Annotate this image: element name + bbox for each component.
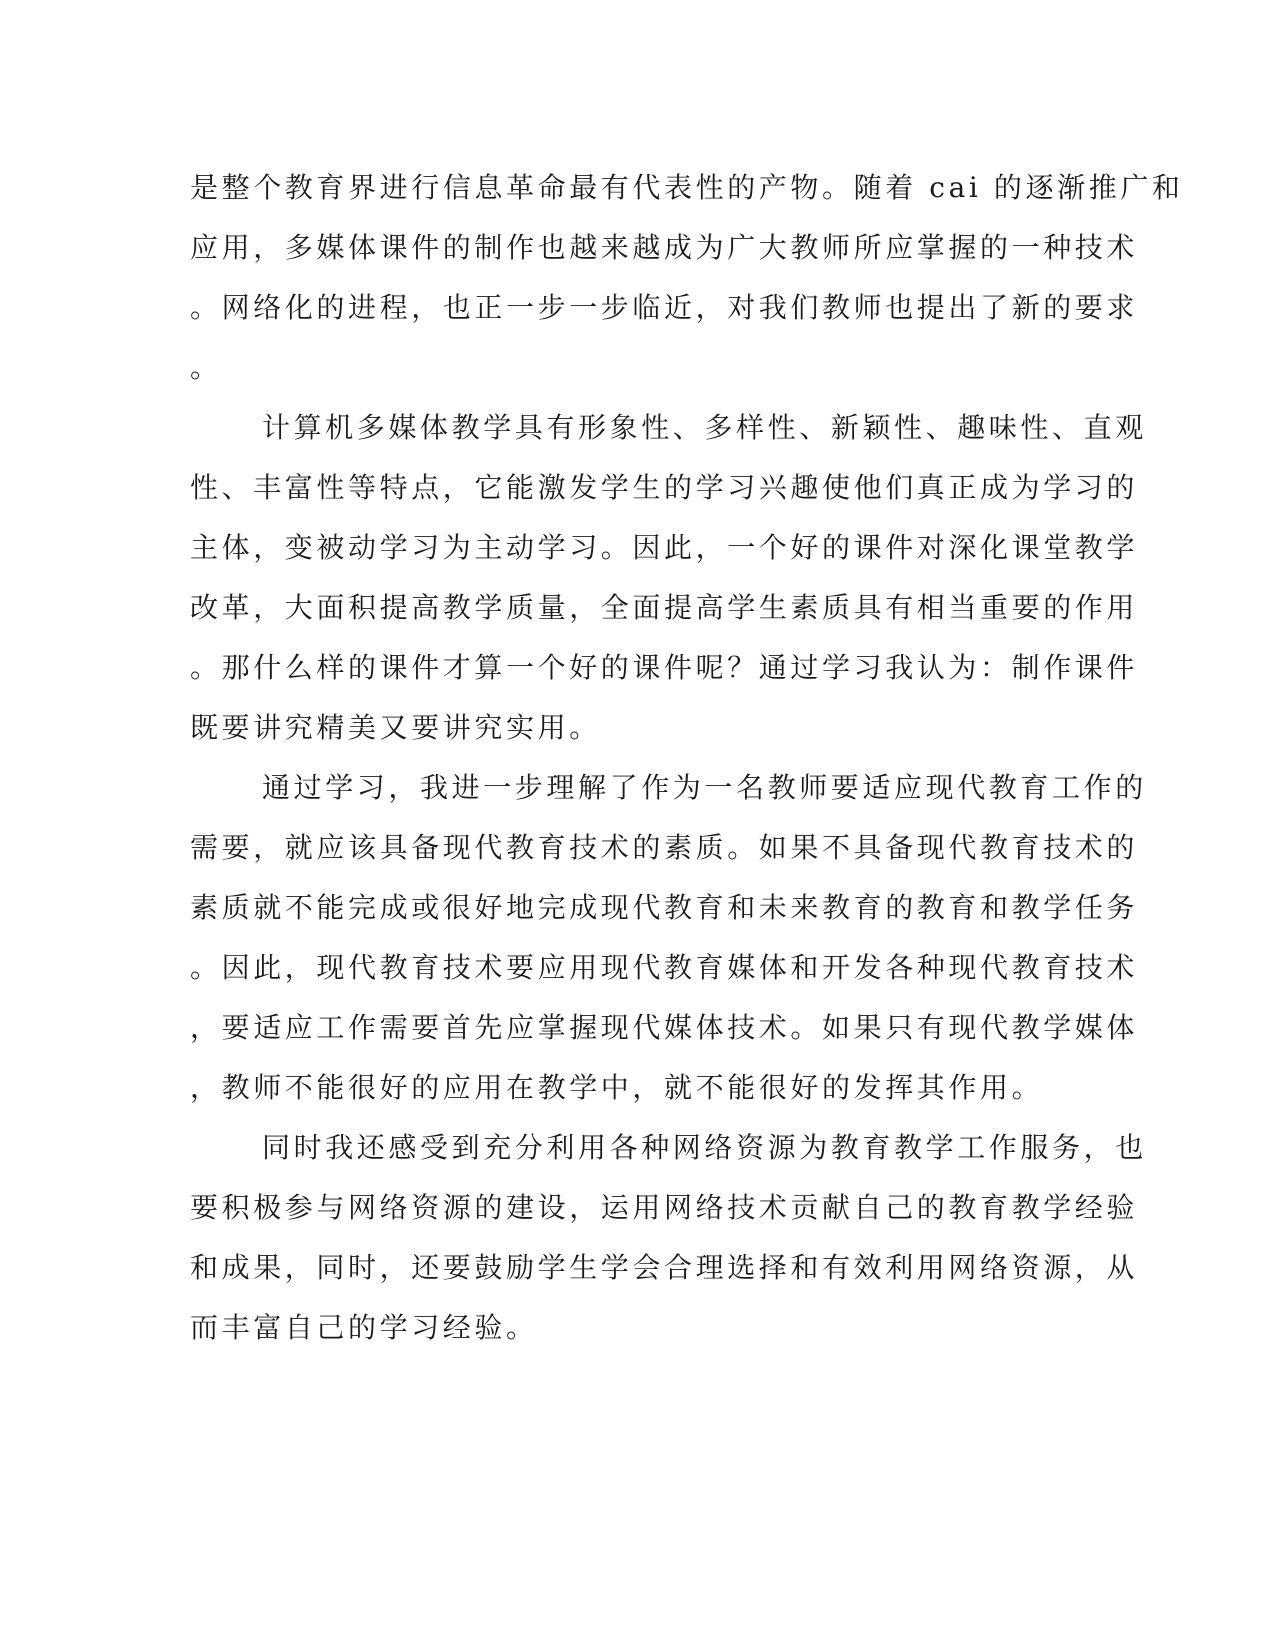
text-line: 主体，变被动学习为主动学习。因此，一个好的课件对深化课堂教学 (190, 531, 1139, 564)
text-line: ，教师不能很好的应用在教学中，就不能很好的发挥其作用。 (190, 1071, 1044, 1104)
text-line: 改革，大面积提高教学质量，全面提高学生素质具有相当重要的作用 (190, 591, 1139, 624)
text-line: 应用，多媒体课件的制作也越来越成为广大教师所应掌握的一种技术 (190, 231, 1139, 264)
text-line: 是整个教育界进行信息革命最有代表性的产物。随着 cai 的逐渐推广和 (190, 171, 1184, 204)
paragraph-first-line: 通过学习，我进一步理解了作为一名教师要适应现代教育工作的 (262, 771, 1147, 804)
paragraph-first-line: 计算机多媒体教学具有形象性、多样性、新颖性、趣味性、直观 (262, 411, 1147, 444)
text-line: 素质就不能完成或很好地完成现代教育和未来教育的教育和教学任务 (190, 891, 1139, 924)
text-line: 要积极参与网络资源的建设，运用网络技术贡献自己的教育教学经验 (190, 1191, 1139, 1224)
text-line: 性、丰富性等特点，它能激发学生的学习兴趣使他们真正成为学习的 (190, 471, 1139, 504)
text-line: 。 (190, 351, 222, 384)
text-line: 需要，就应该具备现代教育技术的素质。如果不具备现代教育技术的 (190, 831, 1139, 864)
text-line: 。那什么样的课件才算一个好的课件呢？通过学习我认为：制作课件 (190, 651, 1139, 684)
text-line: 。因此，现代教育技术要应用现代教育媒体和开发各种现代教育技术 (190, 951, 1139, 984)
text-line: 而丰富自己的学习经验。 (190, 1311, 538, 1344)
text-line: 既要讲究精美又要讲究实用。 (190, 711, 601, 744)
text-line: 。网络化的进程，也正一步一步临近，对我们教师也提出了新的要求 (190, 291, 1139, 324)
paragraph-first-line: 同时我还感受到充分利用各种网络资源为教育教学工作服务，也 (262, 1131, 1147, 1164)
text-line: 和成果，同时，还要鼓励学生学会合理选择和有效利用网络资源，从 (190, 1251, 1139, 1284)
text-line: ，要适应工作需要首先应掌握现代媒体技术。如果只有现代教学媒体 (190, 1011, 1139, 1044)
